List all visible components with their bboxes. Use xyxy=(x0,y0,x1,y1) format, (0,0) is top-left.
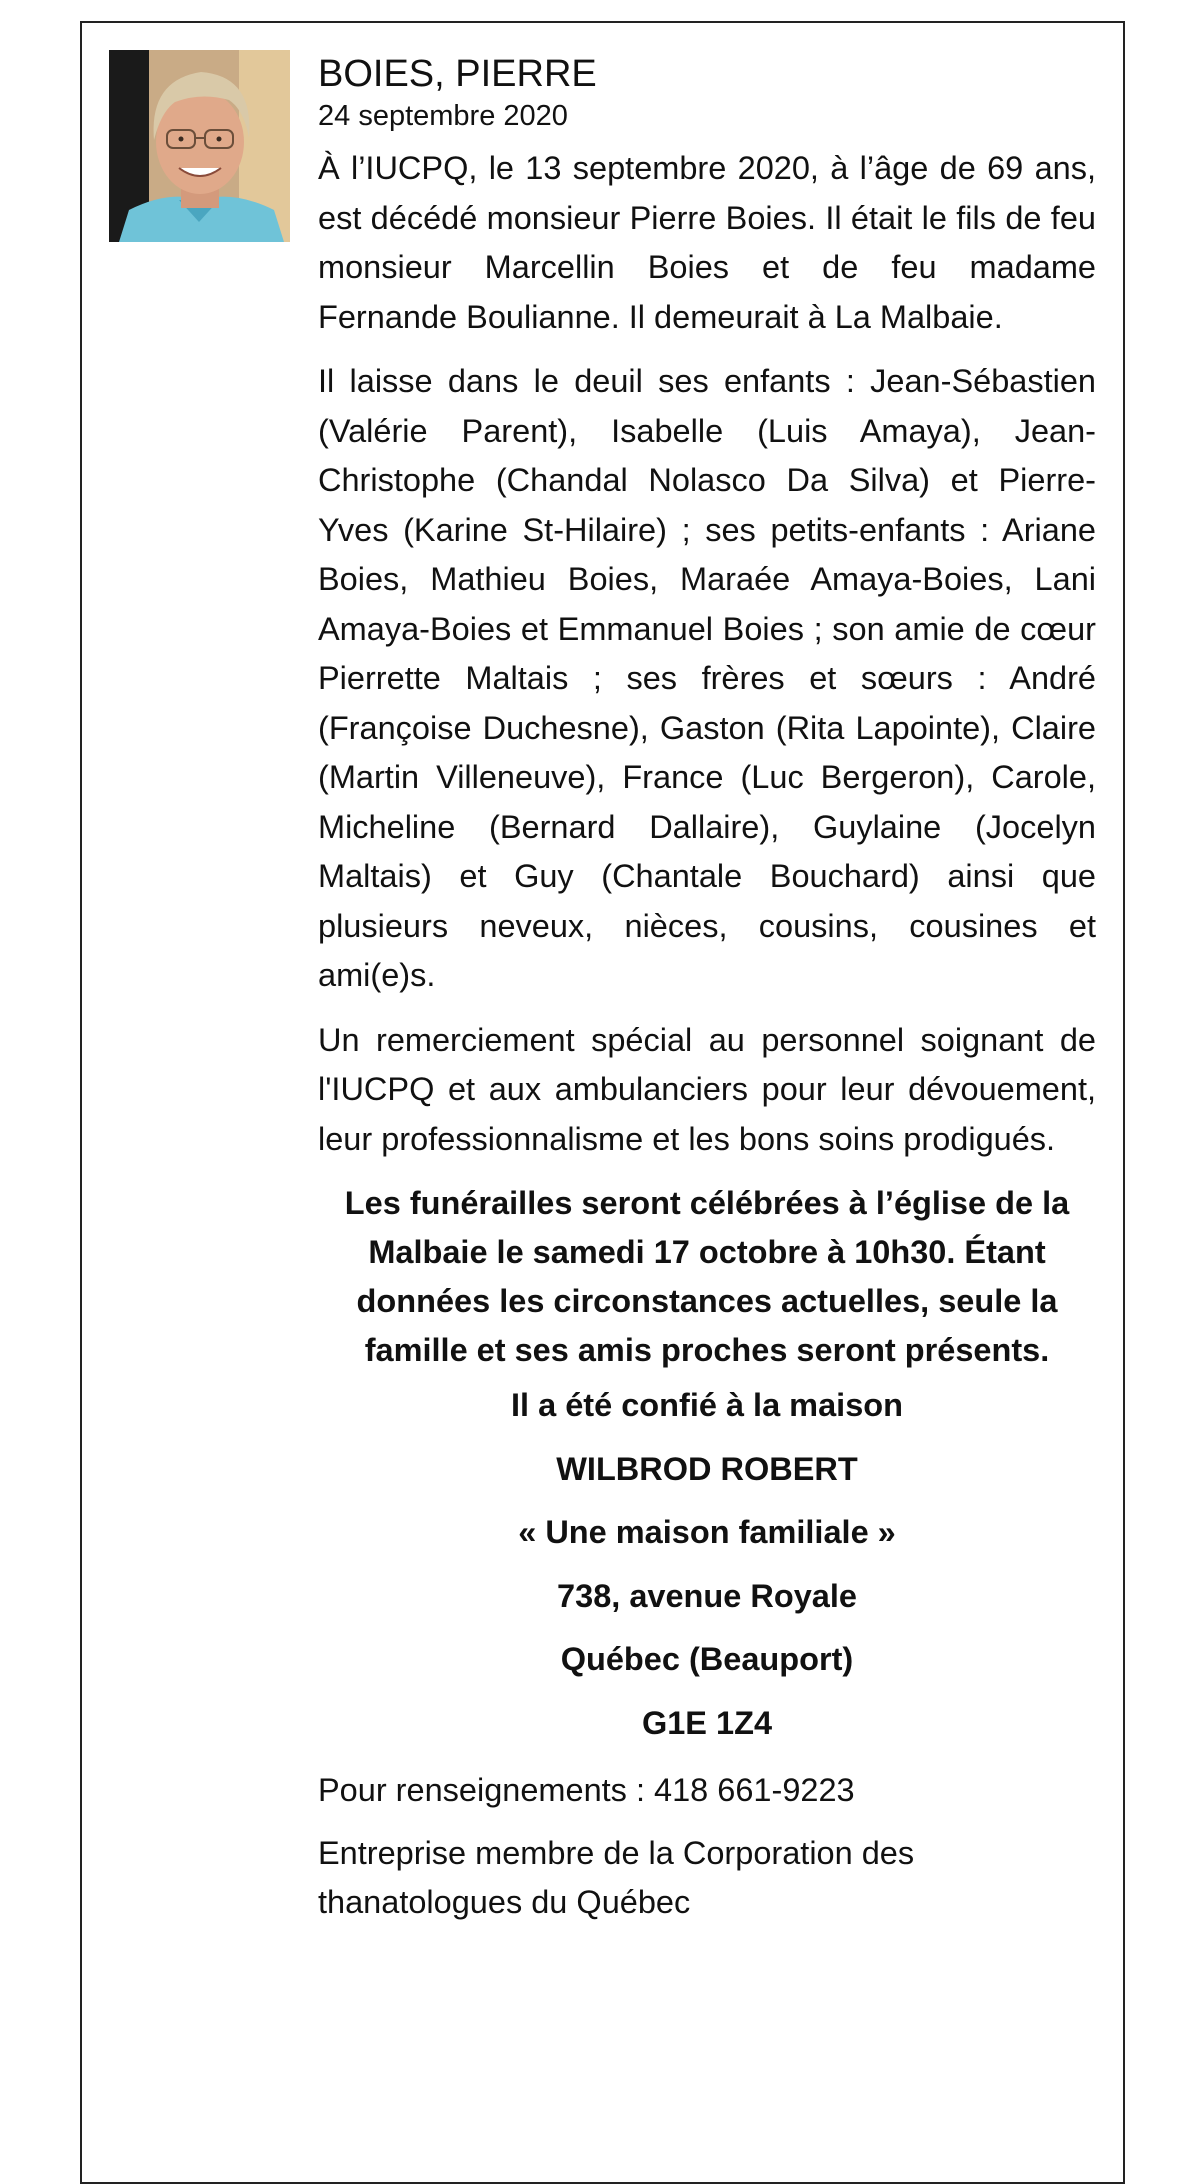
funeral-home-intro: Il a été confié à la maison xyxy=(511,1387,903,1423)
funeral-home-city: Québec (Beauport) xyxy=(560,1641,854,1677)
funeral-home-name: WILBROD ROBERT xyxy=(556,1450,858,1487)
death-announcement: À l’IUCPQ, le 13 septembre 2020, à l’âge de 69 ans, est décédé monsieur Pierre Boies. Il était le fils de feu monsieur Marcellin Boies et de feu madame Fernande Boulianne. Il demeurait à La Malbaie. xyxy=(318,150,1096,335)
thanks-paragraph: Un remerciement spécial au personnel soignant de l'IUCPQ et aux ambulanciers pour leur dévouement, leur professionnalisme et les bons soins prodigués. xyxy=(318,1021,1096,1157)
info-phone-line: Pour renseignements : 418 661-9223 xyxy=(318,1772,855,1808)
funeral-home-address: 738, avenue Royale xyxy=(557,1577,857,1614)
funeral-home-postal-code: G1E 1Z4 xyxy=(641,1704,773,1741)
funeral-notice: Les funérailles seront célébrées à l’église de la Malbaie le samedi 17 octobre à 10h30. Étant données les circonstances actuelles, seule la famille et ses amis proches seront présents. xyxy=(344,1185,1070,1368)
obituary-content xyxy=(318,50,1096,1941)
deceased-name: BOIES, PIERRE xyxy=(318,53,597,95)
funeral-home-slogan: « Une maison familiale » xyxy=(518,1514,896,1550)
publication-date: 24 septembre 2020 xyxy=(318,100,568,132)
membership-line: Entreprise membre de la Corporation des thanatologues du Québec xyxy=(318,1835,915,1920)
portrait-photo xyxy=(109,50,290,242)
survivors-paragraph: Il laisse dans le deuil ses enfants : Jean-Sébastien (Valérie Parent), Isabelle (Luis Amaya), Jean-Christophe (Chandal Nolasco Da Silva) et Pierre-Yves (Karine St-Hilaire) ; ses petits-enfants : Ariane Boies, Mathieu Boies, Maraée Amaya-Boies, Lani Amaya-Boies et Emmanuel Boies ; son amie de cœur Pierrette Maltais ; ses frères et sœurs : André (Françoise Duchesne), Gaston (Rita Lapointe), Claire (Martin Villeneuve), France (Luc Bergeron), Carole, Micheline (Bernard Dallaire), Guylaine (Jocelyn Maltais) et Guy (Chantale Bouchard) ainsi que plusieurs neveux, nièces, cousins, cousines et ami(e)s. xyxy=(318,363,1096,993)
